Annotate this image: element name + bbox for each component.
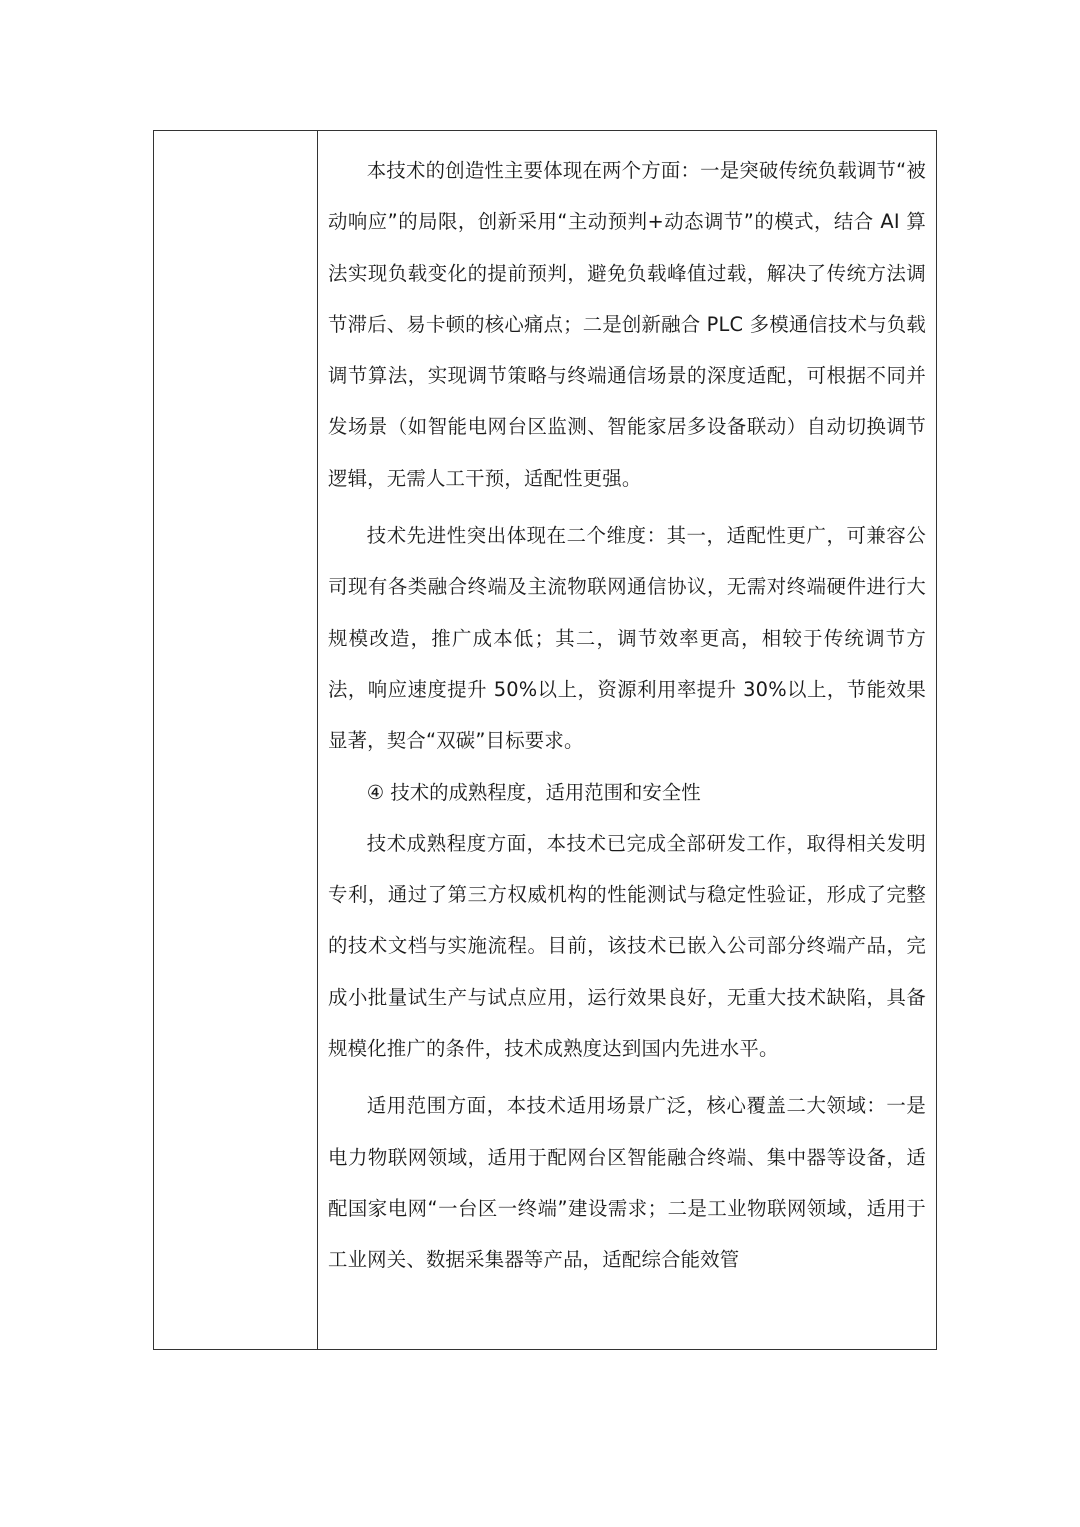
paragraph-advancement: 技术先进性突出体现在二个维度：其一，适配性更广，可兼容公司现有各类融合终端及主流物联网通信协议，无需对终端硬件进行大规模改造，推广成本低；其二，调节效率更高，相较于传统调节方法，响应速度提升 50%以上，资源利用率提升 30%以上，节能效果显著，契合“双碳”目标要求。 [328,524,926,753]
paragraph-maturity: 技术成熟程度方面，本技术已完成全部研发工作，取得相关发明专利，通过了第三方权威机构的性能测试与稳定性验证，形成了完整的技术文档与实施流程。目前，该技术已嵌入公司部分终端产品，完成小批量试生产与试点应用，运行效果良好，无重大技术缺陷，具备规模化推广的条件，技术成熟度达到国内先进水平。 [328,831,926,1061]
section-heading: ④ 技术的成熟程度，适用范围和安全性 [366,780,701,804]
paragraph-innovation: 本技术的创造性主要体现在两个方面：一是突破传统负载调节“被动响应”的局限，创新采用“主动预判+动态调节”的模式，结合 AI 算法实现负载变化的提前预判，避免负载峰值过载，解决了传统方法调节滞后、易卡顿的核心痛点；二是创新融合 PLC 多模通信技术与负载调节算法，实现调节策略与终端通信场景的深度适配，可根据不同并发场景（如智能电网台区监测、智能家居多设备联动）自动切换调节逻辑，无需人工干预，适配性更强。 [328,159,926,490]
paragraph-scope: 适用范围方面，本技术适用场景广泛，核心覆盖二大领域：一是电力物联网领域，适用于配网台区智能融合终端、集中器等设备，适配国家电网“一台区一终端”建设需求；二是工业物联网领域，适用于工业网关、数据采集器等产品，适配综合能效管 [328,1094,926,1272]
document-table [153,130,937,1350]
table-label-cell [154,131,318,1349]
table-content-cell [318,131,936,1349]
